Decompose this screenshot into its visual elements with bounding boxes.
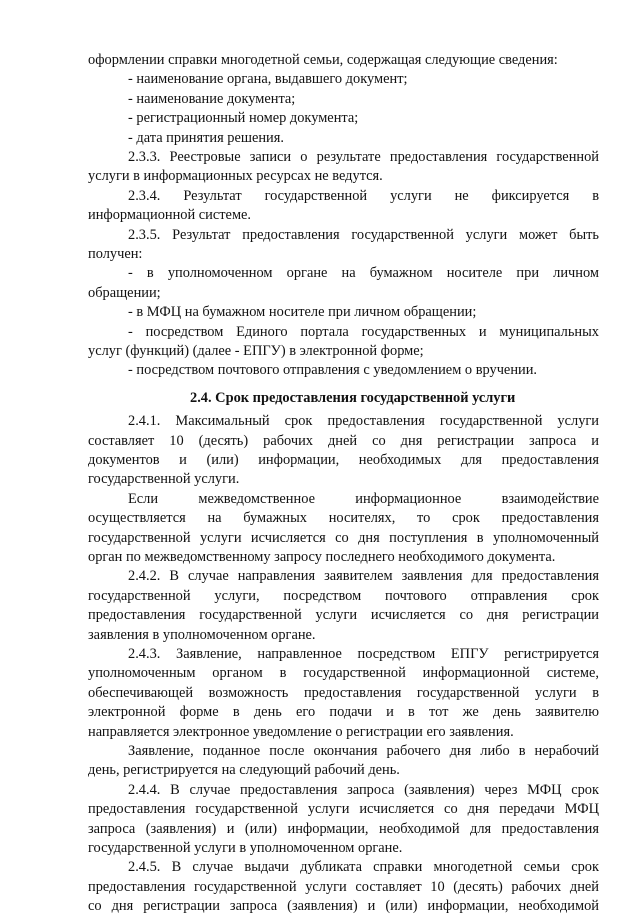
list-item: - в уполномоченном органе на бумажном носителе при личном: [128, 265, 599, 282]
text-line: государственной услуги.: [88, 471, 240, 488]
paragraph-start: Заявление, поданное после окончания рабочего дня либо в нерабочий: [128, 743, 599, 759]
paragraph-start: Если межведомственное информационное взаимодействие: [128, 490, 599, 507]
text-line: составляет 10 (десять) рабочих дней со дня регистрации запроса и: [88, 432, 599, 449]
text-line: информационной системе.: [88, 207, 252, 224]
text-line: обеспечивающей возможность предоставления государственной услуги в: [88, 684, 599, 701]
list-item: - наименование органа, выдавшего документ;: [128, 71, 408, 88]
paragraph-start: 2.4.1. Максимальный срок предоставления государственной услуги: [128, 413, 599, 430]
paragraph-start: 2.4.4. В случае предоставления запроса (заявления) через МФЦ срок: [128, 781, 599, 798]
text-line: 2.4.5. В случае выдачи дубликата справки многодетной семьи срок: [128, 859, 599, 876]
paragraph-start: 2.4.3. Заявление, направленное посредством ЕПГУ регистрируется: [128, 646, 599, 662]
list-item: - посредством почтового отправления с уведомлением о вручении.: [128, 362, 538, 379]
text-line: оформлении справки многодетной семьи, содержащая следующие сведения:: [88, 52, 558, 68]
text-line: обращении;: [88, 284, 161, 301]
list-item: - в МФЦ на бумажном носителе при личном обращении;: [128, 304, 477, 321]
text-line: запроса (заявления) и (или) информации, необходимой для предоставления: [88, 820, 599, 837]
text-line: документов и (или) информации, необходимых для предоставления: [88, 452, 599, 468]
text-line: заявления в уполномоченном органе.: [88, 626, 316, 643]
paragraph-start: 2.4.2. В случае направления заявителем заявления для предоставления: [128, 568, 599, 585]
list-item: - посредством Единого портала государственных и муниципальных: [128, 323, 599, 340]
text-line: предоставления государственной услуги исчисляется со дня передачи МФЦ: [88, 801, 599, 818]
text-line: орган по межведомственному запросу последнего необходимого документа.: [88, 549, 556, 565]
text-line: государственной услуги в уполномоченном органе.: [88, 840, 403, 856]
paragraph-start: 2.3.3. Реестровые записи о результате предоставления государственной: [128, 149, 599, 165]
text-line: день, регистрируется на следующий рабочий день.: [88, 762, 400, 779]
text-line: государственной услуги, посредством почтового отправления срок: [88, 587, 599, 604]
list-item: - наименование документа;: [128, 90, 296, 107]
list-item: - регистрационный номер документа;: [128, 110, 359, 127]
section-heading: 2.4. Срок предоставления государственной услуги: [190, 389, 516, 406]
text-line: предоставления государственной услуги составляет 10 (десять) рабочих дней: [88, 878, 599, 895]
text-line: услуги в информационных ресурсах не ведутся.: [88, 168, 383, 185]
text-line: электронной форме в день его подачи и в тот же день заявителю: [88, 704, 599, 721]
text-line: услуг (функций) (далее - ЕПГУ) в электронной форме;: [88, 343, 424, 359]
text-line: государственной услуги исчисляется со дня поступления в уполномоченный: [88, 529, 599, 546]
text-line: осуществляется на бумажных носителях, то срок предоставления: [88, 510, 599, 527]
text-line: получен:: [88, 246, 143, 262]
paragraph-start: 2.3.5. Результат предоставления государственной услуги может быть: [128, 226, 599, 243]
text-line: предоставления государственной услуги исчисляется со дня регистрации: [88, 607, 599, 624]
list-item: - дата принятия решения.: [128, 129, 284, 146]
text-line: со дня регистрации запроса (заявления) и (или) информации, необходимой: [88, 898, 599, 915]
text-line: уполномоченным органом в государственной информационной системе,: [88, 665, 599, 682]
paragraph-start: 2.3.4. Результат государственной услуги не фиксируется в: [128, 187, 599, 204]
text-line: направляется электронное уведомление о регистрации его заявления.: [88, 723, 514, 740]
